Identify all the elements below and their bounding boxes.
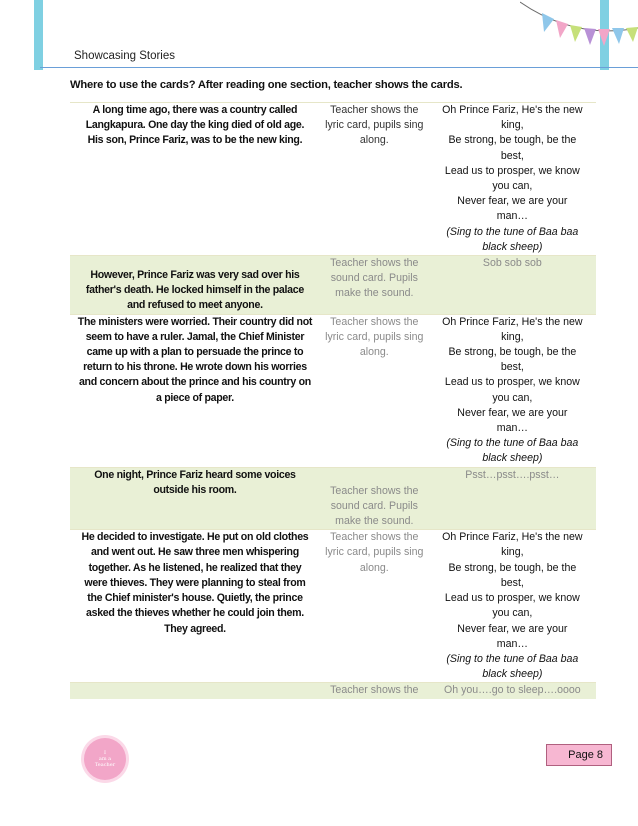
action-line: Teacher shows the: [330, 484, 419, 497]
song-line: king,: [501, 119, 524, 132]
song-line: Lead us to prosper, we know: [444, 592, 580, 605]
intro-text: Where to use the cards? After reading one section, teacher shows the cards.: [70, 79, 463, 91]
song-line: you can,: [492, 180, 533, 193]
song-line: man…: [496, 422, 528, 435]
action-cell: [320, 256, 429, 315]
story-line: and refused to meet anyone.: [127, 299, 263, 312]
song-line: Lead us to prosper, we know: [444, 164, 580, 177]
song-line: best,: [500, 361, 524, 374]
story-line: However, Prince Fariz was very sad over his: [90, 269, 300, 282]
song-line: Be strong, be tough, be the: [448, 346, 577, 359]
song-line: you can,: [492, 391, 533, 404]
logo-line-1: I: [104, 750, 106, 756]
action-line: lyric card, pupils sing: [325, 119, 424, 132]
action-cell: [320, 683, 429, 699]
action-line: sound card. Pupils: [330, 272, 418, 285]
song-cell: [429, 530, 596, 683]
song-line: Never fear, we are your: [457, 622, 568, 635]
left-accent-bar: [34, 0, 43, 70]
story-line: father's death. He locked himself in the palace: [85, 284, 304, 297]
table-row: [70, 314, 596, 467]
action-line: make the sound.: [335, 515, 414, 528]
story-line: outside his room.: [153, 483, 237, 496]
story-cell: [70, 683, 320, 699]
action-line: sound card. Pupils: [330, 499, 418, 512]
song-tune-note: (Sing to the tune of Baa baa: [446, 437, 579, 450]
page-number: Page 8: [546, 744, 612, 766]
story-cell: [70, 467, 320, 530]
table-row: [70, 103, 596, 256]
song-cell: [429, 256, 596, 315]
story-line: a piece of paper.: [155, 391, 234, 404]
table-row: [70, 683, 596, 699]
story-line: return to his throne. He wrote down his worries: [83, 361, 307, 374]
story-cell: [70, 103, 320, 256]
header-divider: [40, 67, 638, 68]
song-cell: [429, 467, 596, 530]
story-line: He decided to investigate. He put on old clothes: [81, 531, 309, 544]
action-cell: [320, 467, 429, 530]
story-line: and went out. He saw three men whispering: [91, 546, 299, 559]
song-line: best,: [500, 576, 524, 589]
story-line: The ministers were worried. Their country did not: [77, 315, 313, 328]
story-line: asked the thieves whether he could join them.: [86, 607, 304, 620]
song-line: Never fear, we are your: [457, 406, 568, 419]
action-line: along.: [359, 134, 389, 147]
table-row: [70, 467, 596, 530]
header-title: Showcasing Stories: [74, 50, 175, 62]
song-line: man…: [496, 210, 528, 223]
logo-line-3: Teacher: [94, 762, 116, 768]
story-line: came up with a plan to persuade the prince to: [86, 346, 304, 359]
story-cell: [70, 314, 320, 467]
story-line: A long time ago, there was a country called: [92, 104, 298, 116]
song-tune-note: (Sing to the tune of Baa baa: [446, 225, 579, 238]
song-cell: [429, 314, 596, 467]
table-row: [70, 530, 596, 683]
story-line: the Chief minister's house. Quietly, the prince: [87, 592, 303, 605]
song-line: Oh you….go to sleep….oooo: [444, 684, 581, 697]
song-line: Sob sob sob: [482, 257, 542, 270]
song-tune-note: black sheep): [482, 240, 543, 253]
story-line: They agreed.: [164, 622, 226, 635]
action-line: lyric card, pupils sing: [325, 330, 424, 343]
song-line: Be strong, be tough, be the: [448, 561, 577, 574]
logo-line-2: am a: [98, 756, 112, 762]
song-line: king,: [501, 330, 524, 343]
story-cell: [70, 530, 320, 683]
action-line: along.: [359, 346, 389, 359]
song-line: man…: [496, 637, 528, 650]
action-line: along.: [359, 561, 389, 574]
story-cell: [70, 256, 320, 315]
table-row: [70, 256, 596, 315]
story-line: and concern about the prince and his country on: [78, 376, 311, 389]
action-line: Teacher shows the: [330, 531, 419, 544]
teacher-logo: [84, 738, 126, 780]
action-line: lyric card, pupils sing: [325, 546, 424, 559]
song-line: Be strong, be tough, be the: [448, 134, 577, 147]
song-line: you can,: [492, 607, 533, 620]
story-line: seem to have a ruler. Jamal, the Chief Minister: [85, 330, 305, 343]
song-line: Never fear, we are your: [457, 195, 568, 208]
story-table: [70, 102, 596, 699]
story-line: together. As he listened, he realized that they: [88, 561, 302, 574]
action-line: Teacher shows the: [330, 257, 419, 270]
action-line: Teacher shows the: [330, 104, 419, 116]
action-cell: [320, 314, 429, 467]
song-line: Psst…psst….psst…: [465, 468, 560, 481]
story-line: His son, Prince Fariz, was to be the new king.: [87, 134, 303, 147]
action-cell: [320, 103, 429, 256]
action-line: Teacher shows the: [330, 315, 419, 328]
action-line: make the sound.: [335, 287, 414, 300]
song-tune-note: black sheep): [482, 452, 543, 465]
song-line: Oh Prince Fariz, He's the new: [442, 104, 583, 116]
song-tune-note: (Sing to the tune of Baa baa: [446, 652, 579, 665]
song-cell: [429, 103, 596, 256]
bunting-decoration: [520, 0, 638, 62]
story-line: One night, Prince Fariz heard some voices: [94, 468, 296, 481]
song-line: Lead us to prosper, we know: [444, 376, 580, 389]
story-line: were thieves. They were planning to steal from: [84, 576, 306, 589]
song-line: Oh Prince Fariz, He's the new: [442, 315, 583, 328]
song-tune-note: black sheep): [482, 668, 543, 681]
song-line: king,: [501, 546, 524, 559]
action-cell: [320, 530, 429, 683]
song-line: Oh Prince Fariz, He's the new: [442, 531, 583, 544]
song-line: best,: [500, 149, 524, 162]
story-line: Langkapura. One day the king died of old age.: [85, 119, 305, 132]
song-cell: [429, 683, 596, 699]
action-line: Teacher shows the: [330, 684, 419, 697]
